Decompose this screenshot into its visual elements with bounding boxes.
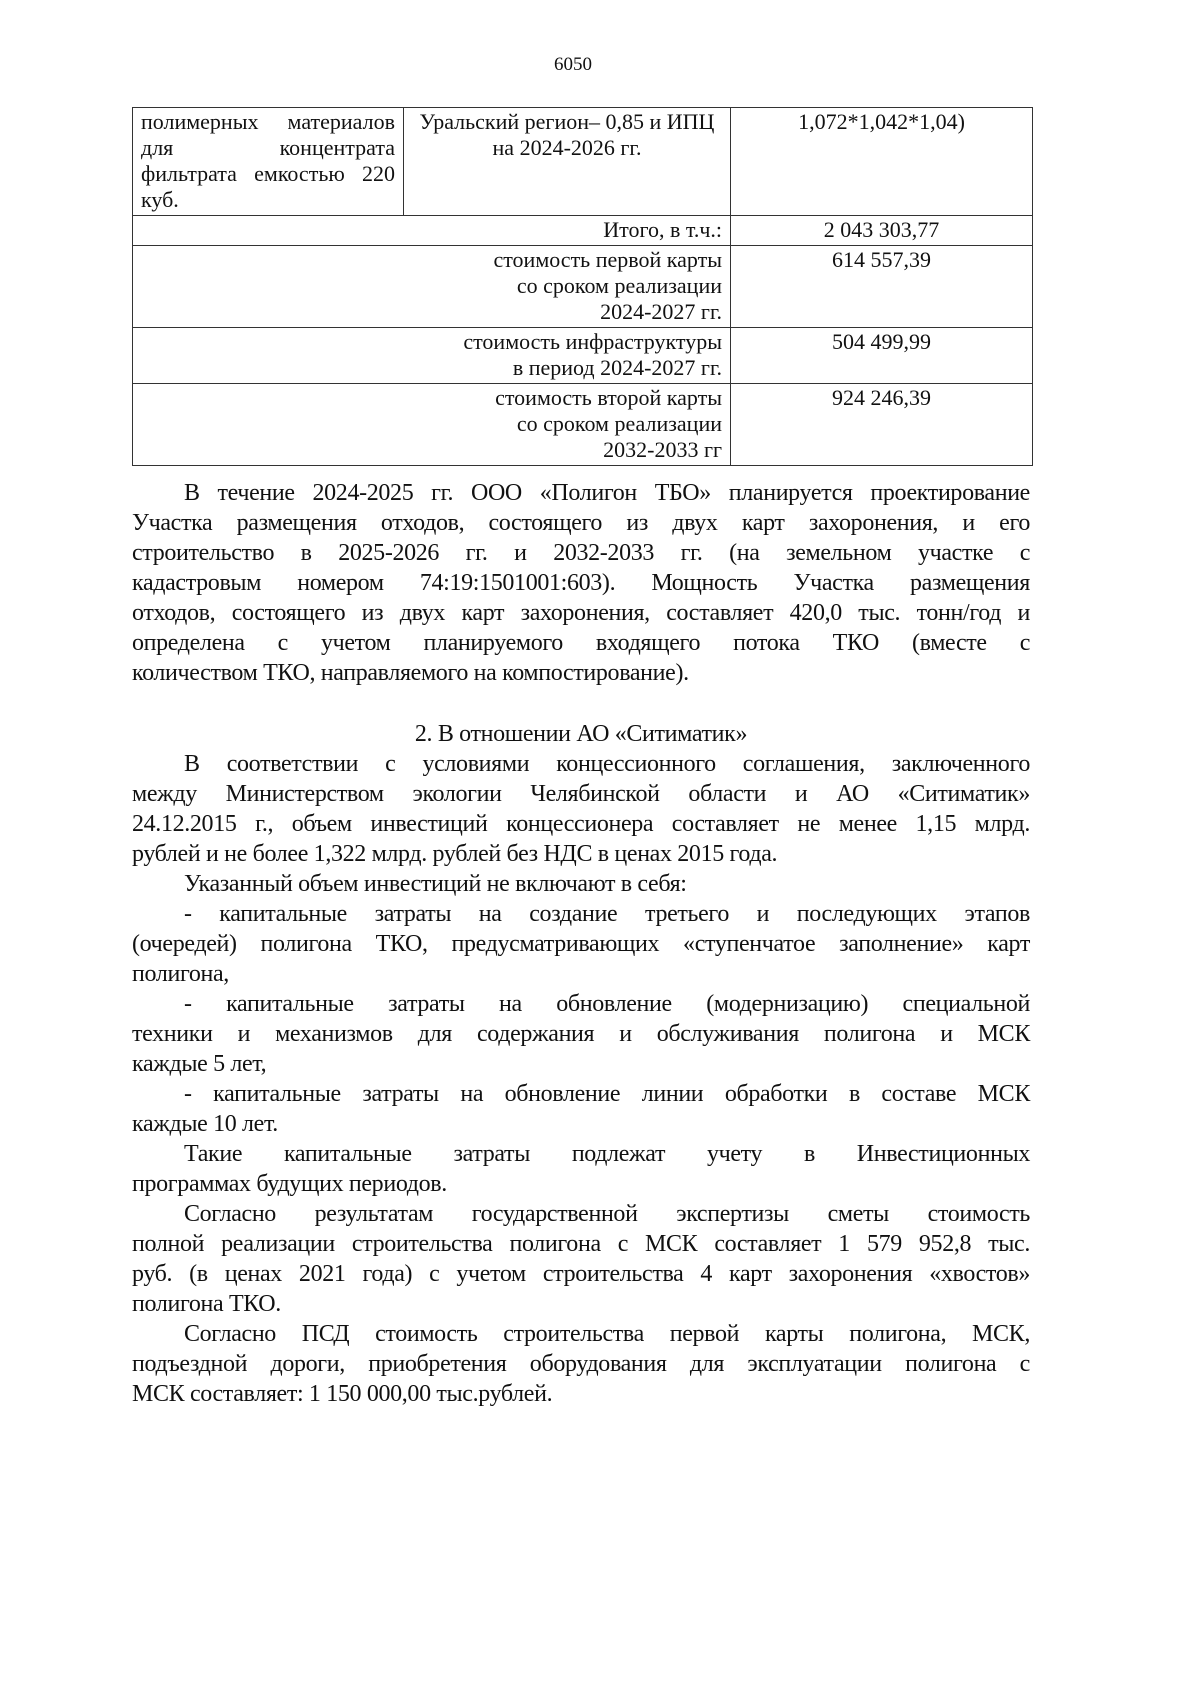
table-cell-basis [404,108,731,216]
text-line: - капитальные затраты на обновление (модернизацию) специальной [184,991,1030,1017]
text-line: строительство в 2025-2026 гг. и 2032-2033 гг. (на земельном участке с [132,540,1030,566]
section-heading-wrap [132,719,1030,749]
text-line: Участка размещения отходов, состоящего из двух карт захоронения, и его [132,510,1030,536]
text-line: техники и механизмов для содержания и обслуживания полигона и МСК [132,1021,1030,1047]
paragraph [132,989,1030,1079]
item-label-line: стоимость второй карты [495,385,722,410]
table-row-total [133,216,1033,246]
paragraph [132,869,1030,899]
paragraph [132,1139,1030,1199]
item-label-line: 2032-2033 гг [603,437,722,462]
paragraph [132,1079,1030,1139]
table-row [133,108,1033,216]
section-heading: 2. В отношении АО «Ситиматик» [414,721,748,747]
text-line: В течение 2024-2025 гг. ООО «Полигон ТБО» планируется проектирование [184,480,1030,506]
item-label [133,246,731,328]
text-line: полной реализации строительства полигона с МСК составляет 1 579 952,8 тыс. [132,1231,1030,1257]
text-line: Согласно результатам государственной экспертизы сметы стоимость [184,1201,1030,1227]
table-row [133,246,1033,328]
cost-table [132,107,1033,466]
page-number: 6050 [554,54,592,75]
text-line: Указанный объем инвестиций не включают в себя: [184,871,687,897]
item-label-line: в период 2024-2027 гг. [512,355,722,380]
basis-line: Уральский регион– 0,85 и ИПЦ [419,109,715,134]
item-value: 614 557,39 [731,246,1033,328]
table-cell-formula: 1,072*1,042*1,04) [731,108,1033,216]
table-row [133,328,1033,384]
text-line: кадастровым номером 74:19:1501001:603). Мощность Участка размещения [132,570,1030,596]
text-line: - капитальные затраты на создание третьего и последующих этапов [184,901,1030,927]
text-line: В соответствии с условиями концессионного соглашения, заключенного [184,751,1030,777]
total-value: 2 043 303,77 [731,216,1033,246]
item-label [133,328,731,384]
text-line: полигона, [132,961,229,987]
text-line: отходов, состоящего из двух карт захоронения, составляет 420,0 тыс. тонн/год и [132,600,1030,626]
text-line: программах будущих периодов. [132,1171,447,1197]
paragraph [132,478,1030,688]
text-line: МСК составляет: 1 150 000,00 тыс.рублей. [132,1381,553,1407]
paragraph [132,1319,1030,1409]
item-label-line: со сроком реализации [516,273,722,298]
text-line: каждые 5 лет, [132,1051,267,1077]
item-label [133,384,731,466]
item-label-line: стоимость инфраструктуры [463,329,722,354]
text-line: полигона ТКО. [132,1291,281,1317]
body-text-polygon [132,478,1030,688]
table-cell-description: полимерных материалов для концентрата фильтрата емкостью 220 куб. [133,108,404,216]
basis-line: на 2024-2026 гг. [492,135,642,160]
item-label-line: со сроком реализации [516,411,722,436]
paragraph [132,1199,1030,1319]
table-row [133,384,1033,466]
text-line: 24.12.2015 г., объем инвестиций концессионера составляет не менее 1,15 млрд. [132,811,1030,837]
text-line: (очередей) полигона ТКО, предусматривающих «ступенчатое заполнение» карт [132,931,1030,957]
paragraph [132,899,1030,989]
text-line: определена с учетом планируемого входящего потока ТКО (вместе с [132,630,1030,656]
item-label-line: 2024-2027 гг. [600,299,722,324]
text-line: каждые 10 лет. [132,1111,278,1137]
text-line: между Министерством экологии Челябинской области и АО «Ситиматик» [132,781,1030,807]
text-line: Такие капитальные затраты подлежат учету в Инвестиционных [184,1141,1030,1167]
text-line: рублей и не более 1,322 млрд. рублей без НДС в ценах 2015 года. [132,841,778,867]
paragraph [132,749,1030,869]
item-value: 924 246,39 [731,384,1033,466]
text-line: количеством ТКО, направляемого на компостирование). [132,660,689,686]
item-value: 504 499,99 [731,328,1033,384]
text-line: руб. (в ценах 2021 года) с учетом строительства 4 карт захоронения «хвостов» [132,1261,1030,1287]
body-text-citymatic [132,749,1030,1409]
total-label: Итого, в т.ч.: [133,216,731,246]
item-label-line: стоимость первой карты [493,247,722,272]
text-line: Согласно ПСД стоимость строительства первой карты полигона, МСК, [184,1321,1030,1347]
text-line: - капитальные затраты на обновление линии обработки в составе МСК [184,1081,1030,1107]
text-line: подъездной дороги, приобретения оборудования для эксплуатации полигона с [132,1351,1030,1377]
